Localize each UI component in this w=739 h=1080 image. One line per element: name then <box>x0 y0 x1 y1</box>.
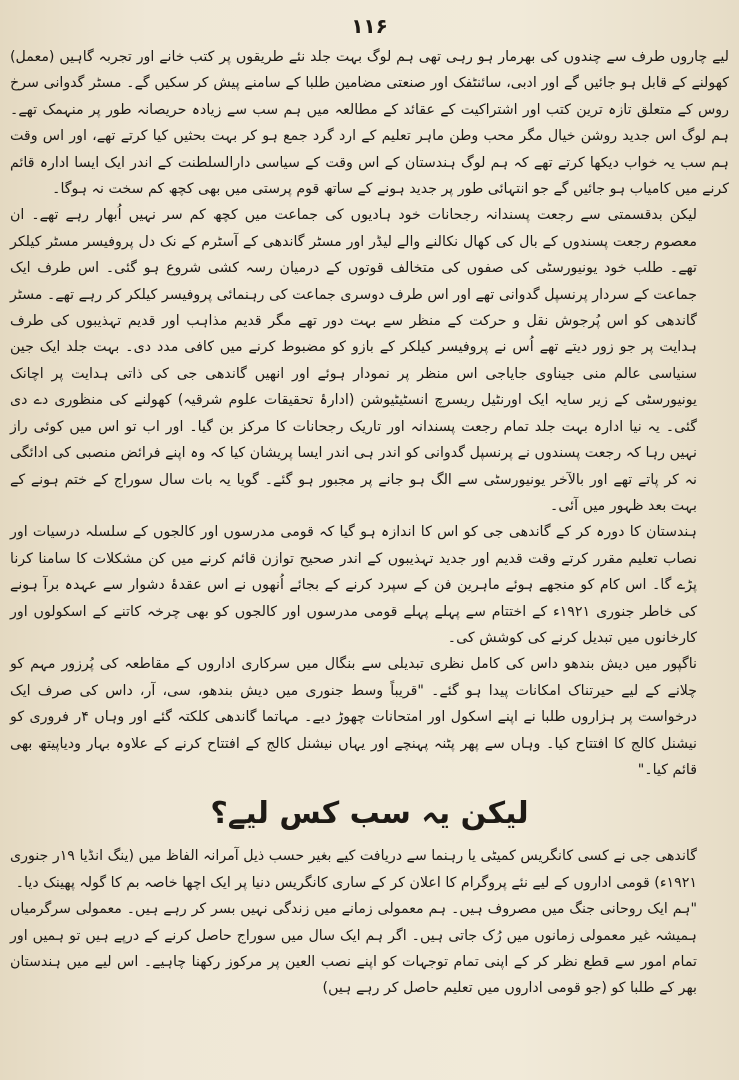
body-text <box>10 44 729 783</box>
paragraph-1: لیے چاروں طرف سے چندوں کی بھرمار ہو رہی تھی ہم لوگ بہت جلد نئے طریقوں پر کتب خانے اور تجربہ گاہیں (معمل) کھولنے کے قابل ہو جائیں گے اور ادبی، سائنٹفک اور صنعتی مضامین طلبا کے سامنے پیش کر سکیں گے۔ مسٹر گدوانی سرخ روس کے متعلق تازہ ترین کتب اور اشتراکیت کے عقائد کے مطالعہ میں ہم سب سے زیادہ حریصانہ طور پر منہمک تھے۔ ہم لوگ اس جدید روشن خیال مگر محب وطن ماہر تعلیم کے ارد گرد جمع ہو کر بہت بحثیں کیا کرتے تھے، اور اس وقت ہم سب یہ خواب دیکھا کرتے تھے کہ ہم لوگ ہندستان کے اس وقت کے سیاسی دارالسلطنت کے اندر ایک ایسا ادارہ قائم کرنے میں کامیاب ہو جائیں گے جو انتہائی طور پر جدید ہونے کے ساتھ قوم پرستی میں بھی کچھ کم سخت نہ ہوگا۔ <box>10 49 729 198</box>
paragraph-5: گاندھی جی نے کسی کانگریس کمیٹی یا رہنما سے دریافت کیے بغیر حسب ذیل آمرانہ الفاظ میں (ینگ انڈیا ۱۹ر جنوری ۱۹۲۱ء) قومی اداروں کے لیے نئے پروگرام کا اعلان کر کے ساری کانگریس دنیا پر ایک اچھا خاصہ بم کا گولہ پھینک دیا۔ <box>9 848 697 891</box>
paragraph-2: لیکن بدقسمتی سے رجعت پسندانہ رجحانات خود ہادیوں کی جماعت میں کچھ کم سر نہیں اُبھار رہے تھے۔ ان معصوم رجعت پسندوں کے بال کی کھال نکالنے والے لیڈر اور مسٹر گاندھی کے آسٹرم کے نک دل پروفیسر مسٹر کیلکر تھے۔ طلب خود یونیورسٹی کی صفوں کی متخالف قوتوں کے درمیان رسہ کشی شروع ہو گئی۔ اس طرف ایک جماعت کے سردار پرنسپل گدوانی تھے اور اس طرف دوسری جماعت کی رہنمائی پروفیسر کیلکر کر رہے تھے۔ مسٹر گاندھی کو اس پُرجوش نقل و حرکت کے منظر سے بہت دور تھے مگر قدیم مذاہب اور قدیم تہذیبوں کی طرف ہدایت پر جو زور دیتے تھے اُس نے پروفیسر کیلکر کے بازو کو مضبوط کرنے میں کافی مدد دی۔ بہت جلد ایک جین سنیاسی عالم منی جیناوی جایاجی اس منظر پر نمودار ہوئے اور انھیں گاندھی جی کی ذاتی ہدایت پر اچانک یونیورسٹی کے زیر سایہ ایک اورنٹیل ریسرچ انسٹیٹیوشن (ادارۂ تحقیقات علوم شرقیہ) کھولنے کی منظوری دے دی گئی۔ یہ نیا ادارہ بہت جلد تمام رجعت پسندانہ اور تاریک رجحانات کا مرکز بن گیا۔ اور اب تو اس میں کوئی راز نہیں رہا کہ رجعت پسندوں نے پرنسپل گدوانی کو اندر ہی اندر ایسا پریشان کیا کہ وہ اپنے فرائض منصبی کی ادائگی نہ کر پاتے تھے اور بالآخر یونیورسٹی سے الگ ہو جانے پر مجبور ہو گئے۔ گویا یہ بات سال سوراج کے ختم ہونے کے بہت بعد ظہور میں آئی۔ <box>10 207 697 514</box>
section-heading: لیکن یہ سب کس لیے؟ <box>210 796 529 832</box>
page-number: ۱۱۶ <box>351 14 388 38</box>
quoted-paragraph: "ہم ایک روحانی جنگ میں مصروف ہیں۔ ہم معمولی زمانے میں زندگی نہیں بسر کر رہے ہیں۔ معمولی سرگرمیاں ہمیشہ غیر معمولی زمانوں میں رُک جاتی ہیں۔ اگر ہم ایک سال میں سوراج حاصل کرنے کے درپے ہیں تو ہمیں اور تمام امور سے قطع نظر کر کے اپنی تمام توجہات کو اپنے نصب العین پر مرکوز رکھنا چاہیے۔ اس لیے میں ہندستان بھر کے طلبا کو (جو قومی اداروں میں تعلیم حاصل کر رہے ہیں) <box>10 901 697 997</box>
paragraph-3: ہندستان کا دورہ کر کے گاندھی جی کو اس کا اندازہ ہو گیا کہ قومی مدرسوں اور کالجوں کے سلسلہ درسیات اور نصاب تعلیم مقرر کرتے وقت قدیم اور جدید تہذیبوں کے اندر صحیح توازن قائم کرنے میں کن مشکلات کا سامنا کرنا پڑے گا۔ اس کام کو منجھے ہوئے ماہرین فن کے سپرد کرنے کے بجائے اُنھوں نے اس عقدۂ دشوار سے عہدہ برآ ہونے کی خاطر جنوری ۱۹۲۱ء کے اختتام سے پہلے پہلے قومی مدرسوں اور کالجوں کو بھی چرخہ کاتنے کے اسکولوں اور کارخانوں میں تبدیل کرنے کی کوشش کی۔ <box>10 524 697 646</box>
body-text-continued <box>10 843 729 1001</box>
paragraph-4: ناگپور میں دیش بندھو داس کی کامل نظری تبدیلی سے بنگال میں سرکاری اداروں کے مقاطعہ کی پُرزور مہم کو چلانے کے لیے حیرتناک امکانات پیدا ہو گئے۔ "قریباً وسط جنوری میں دیش بندھو، سی، آر، داس کی صرف ایک درخواست پر ہزاروں طلبا نے اپنے اسکول اور امتحانات چھوڑ دیے۔ مہاتما گاندھی کلکتہ گئے اور وہاں ۴ر فروری کو نیشنل کالج کا افتتاح کیا۔ وہاں سے پھر پٹنہ پہنچے اور یہاں نیشنل کالج کے افتتاح کرنے کے علاوہ بہار ودیاپیتھ بھی قائم کیا۔" <box>10 656 698 778</box>
